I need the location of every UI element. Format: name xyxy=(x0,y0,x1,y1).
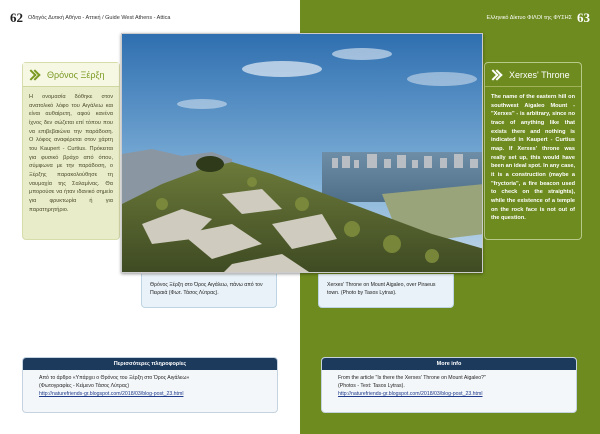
left-more-info-body xyxy=(23,370,277,403)
right-page-header xyxy=(487,10,590,26)
right-more-info-link[interactable]: http://naturefriends-gr.blogspot.com/2018/03/blog-post_23.html xyxy=(338,390,483,397)
right-more-info-line2: (Photos - Text: Tasos Lytras). xyxy=(338,382,405,389)
left-panel-header xyxy=(23,63,119,87)
left-more-info-title: Περισσότερες πληροφορίες xyxy=(23,358,277,370)
right-more-info-body xyxy=(322,370,576,403)
left-page-header xyxy=(10,10,170,26)
right-panel-title: Xerxes' Throne xyxy=(509,69,570,80)
left-header-text: Οδηγός Δυτική Αθήνα - Αττική / Guide West Athens - Attica xyxy=(28,15,171,21)
left-more-info-box xyxy=(22,357,278,413)
left-panel-text: Η ονομασία δόθηκε στον ανατολικό λόφο του Αιγάλεω και είναι αυθαίρετη, αφού κανένα ίχνος δεν σώζεται επί τόπου που να επιβεβαιώνει την παράδοση. Ο λόφος αναφέρεται στον χάρτη του Kaupert - Curtius. Πρόκειται για φυσικό βράχο από όπου, σύμφωνα με την παράδοση, ο Ξέρξης παρακολούθησε τη ναυμαχία της Σαλαμίνας. Θα μπορούσε να ήταν ιδανικό σημείο για φρυκτωρία ή για παρατηρητήριο. xyxy=(29,94,113,213)
left-more-info-link[interactable]: http://naturefriends-gr.blogspot.com/2018/03/blog-post_23.html xyxy=(39,390,184,397)
right-more-info-line1: From the article "Is there the Xerxes' Throne on Mount Aigaleo?" xyxy=(338,375,486,381)
right-header-text: Ελληνικό Δίκτυο ΦΙΛΟΙ της ΦΥΣΗΣ xyxy=(486,15,572,21)
left-page-number: 62 xyxy=(10,10,23,25)
right-panel-header xyxy=(485,63,581,87)
right-photo-caption: Xerxes' Throne on Mount Aigaleo, over Piraeus town. (Photo by Tasos Lytras). xyxy=(318,274,454,308)
right-more-info-box xyxy=(321,357,577,413)
double-chevron-right-icon xyxy=(489,69,501,81)
right-info-panel xyxy=(484,62,582,240)
right-page-number: 63 xyxy=(577,10,590,25)
left-panel-title: Θρόνος Ξέρξη xyxy=(47,69,105,80)
right-panel-text: The name of the eastern hill on southwest Aigaleo Mount - "Xerxes" - is arbitrary, since no trace of anything like that exists there and nothing is indicated in Kaupert - Curtius map. If Xerxes' throne was really set up, this would have been an ideal spot. In any case, it is a construction (maybe a "fryctoria", a fire beacon used to check on the straights), while the existence of a temple on the rock face is not out of the question. xyxy=(491,94,575,222)
left-photo-caption: Θρόνος Ξέρξη στο Όρος Αιγάλεω, πάνω από τον Πειραιά (Φωτ. Τάσος Λύτρας). xyxy=(141,274,277,308)
double-chevron-right-icon xyxy=(27,69,39,81)
landscape-photo xyxy=(121,33,483,273)
left-more-info-line1: Από το άρθρο «Υπάρχει ο Θρόνος του Ξέρξη στο Όρος Αιγάλεω» xyxy=(39,375,190,381)
left-more-info-line2: (Φωτογραφίες - Κείμενο Τάσος Λύτρας) xyxy=(39,382,130,389)
left-info-panel xyxy=(22,62,120,240)
right-more-info-title: More info xyxy=(322,358,576,370)
